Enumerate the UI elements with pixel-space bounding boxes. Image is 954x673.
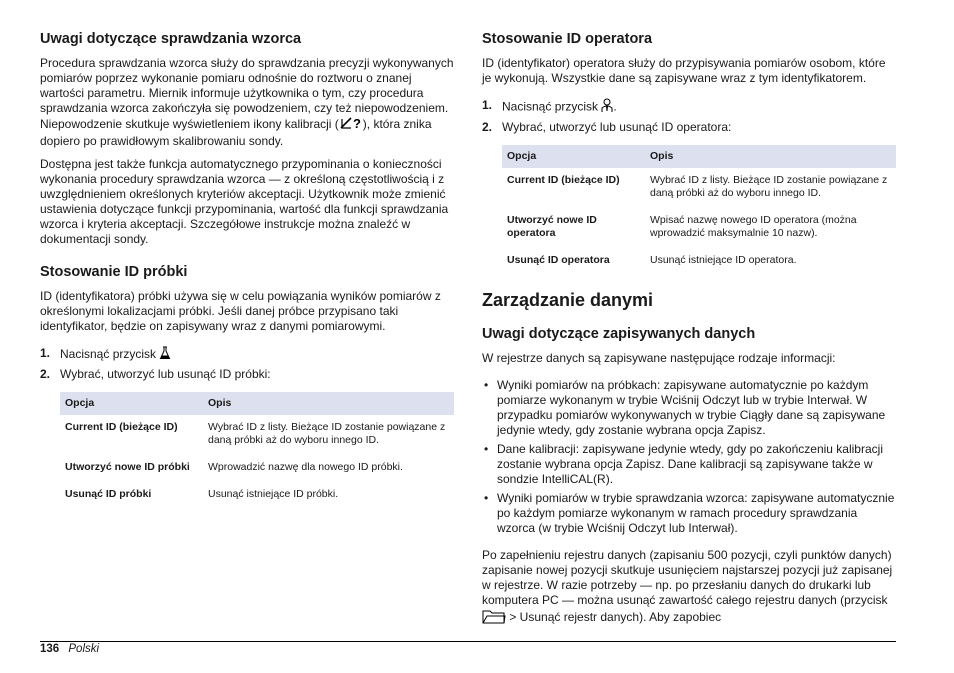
stored-data-list: [482, 378, 896, 536]
heading-standard-check: Uwagi dotyczące sprawdzania wzorca: [40, 31, 302, 47]
operator-id-steps: [482, 98, 896, 135]
table-cell-description: Wybrać ID z listy. Bieżące ID zostanie powiązane z daną próbki aż do wyboru innego ID.: [650, 174, 888, 199]
table-header-description: Opis: [645, 145, 896, 168]
paragraph-standard-check-1-b: ), która znika dopiero po prawidłowym skalibrowaniu sondy.: [40, 117, 432, 148]
table-cell-option: Current ID (bieżące ID): [65, 421, 178, 433]
right-column: [482, 30, 896, 636]
table-cell-option: Utworzyć nowe ID operatora: [507, 214, 597, 239]
operator-id-step-1: 1. Nacisnąć przycisk .: [482, 98, 896, 117]
sample-id-steps: [40, 346, 454, 382]
page-number: 136: [40, 643, 60, 655]
table-cell-description: Wybrać ID z listy. Bieżące ID zostanie powiązane z daną próbki aż do wyboru innego ID.: [208, 421, 446, 446]
heading-operator-id: Stosowanie ID operatora: [482, 31, 653, 47]
table-header-row: [502, 145, 896, 168]
calibration-warning-icon: [339, 116, 363, 134]
svg-text:?: ?: [352, 116, 361, 130]
footer-language: Polski: [68, 643, 100, 655]
table-row: [502, 208, 896, 248]
paragraph-standard-check-1: [40, 56, 454, 149]
table-row: [502, 248, 896, 275]
operator-id-options-table: [502, 145, 896, 275]
heading-data-management: Zarządzanie danymi: [482, 290, 654, 310]
table-cell-description: Wpisać nazwę nowego ID operatora (można wprowadzić maksymalnie 10 nazw).: [650, 214, 857, 239]
paragraph-operator-id: ID (identyfikator) operatora służy do przypisywania pomiarów osobom, które je wykonują. Wszystkie dane są zapisywane wraz z tym identyfikatorem.: [482, 56, 886, 85]
table-cell-option: Utworzyć nowe ID próbki: [65, 461, 190, 473]
table-header-option: Opcja: [502, 145, 645, 168]
table-row: [60, 455, 454, 482]
page-footer: [40, 643, 99, 655]
table-cell-description: Usunąć istniejące ID operatora.: [650, 254, 797, 266]
sample-flask-icon: [159, 346, 171, 364]
list-item: • Wyniki pomiarów w trybie sprawdzania wzorca: zapisywane automatycznie po każdym pomiarze wykonanym w ramach procedury sprawdzania wzorca (w trybie Wciśnij Odczyt lub Interwał).: [482, 491, 896, 536]
operator-icon: [601, 98, 613, 117]
table-cell-description: Wprowadzić nazwę dla nowego ID próbki.: [208, 461, 403, 473]
paragraph-standard-check-1-a: Procedura sprawdzania wzorca służy do sprawdzania precyzji wykonywanych pomiarów poprzez wykonanie pomiaru odnośnie do roztworu o znanej wartości parametru. Miernik informuje użytkownika o tym, czy procedura sprawdzania wzorca zakończyła się powodzeniem, czy też niepowodzeniem. Niepowodzenie skutkuje wyświetleniem ikony kalibracji (: [40, 56, 454, 132]
table-cell-option: Usunąć ID operatora: [507, 254, 610, 266]
table-header-row: [60, 392, 454, 415]
table-header-option: Opcja: [60, 392, 203, 415]
list-item: • Wyniki pomiarów na próbkach: zapisywane automatycznie po każdym pomiarze wykonanym w trybie Wciśnij Odczyt lub w trybie Interwał. W przypadku pomiarów wykonywanych w trybie Ciągły dane są zapisywane jedynie wtedy, gdy zostanie wybrana opcja Zapisz.: [482, 378, 896, 438]
table-header-description: Opis: [203, 392, 454, 415]
paragraph-stored-data-intro: W rejestrze danych są zapisywane następujące rodzaje informacji:: [482, 351, 836, 365]
table-cell-option: Usunąć ID próbki: [65, 488, 152, 500]
table-row: [60, 415, 454, 455]
paragraph-stored-data-full: Po zapełnieniu rejestru danych (zapisaniu 500 pozycji, czyli punktów danych) zapisanie nowej pozycji skutkuje usunięciem najstarszej pozycji już zapisanej w rejestrze. W razie potrzeby — np. po przesłaniu danych do drukarki lub komputera PC — można usunąć zawartość całego rejestru danych (przycisk > Usunąć rejestr danych). Aby zapobiec: [482, 548, 896, 628]
sample-id-options-table: [60, 392, 454, 509]
heading-sample-id: Stosowanie ID próbki: [40, 264, 188, 280]
table-cell-option: Current ID (bieżące ID): [507, 174, 620, 186]
table-row: [60, 482, 454, 509]
left-column: [40, 30, 454, 523]
table-row: [502, 168, 896, 208]
paragraph-standard-check-2: Dostępna jest także funkcja automatycznego przypominania o konieczności wykonania procedury sprawdzania wzorca — z określoną częstotliwością i z uwzględnieniem określonych kryteriów akceptacji. Użytkownik może zmienić ustawienia dotyczące funkcji przypominania, wartość dla funkcji sprawdzania wzorca i kryteria akceptacji. Szczegółowe instrukcje można znaleźć w dokumentacji sondy.: [40, 157, 449, 246]
folder-icon: [482, 608, 506, 628]
heading-stored-data: Uwagi dotyczące zapisywanych danych: [482, 326, 756, 342]
sample-id-step-2: 2. Wybrać, utworzyć lub usunąć ID próbki:: [40, 367, 271, 381]
footer-divider: [40, 641, 896, 642]
operator-id-step-2: 2. Wybrać, utworzyć lub usunąć ID operatora:: [482, 120, 732, 134]
paragraph-sample-id: ID (identyfikatora) próbki używa się w celu powiązania wyników pomiarów z określonymi lokalizacjami próbki. Jeśli danej próbce przypisano taki identyfikator, będzie on zapisywany wraz z danymi pomiarowymi.: [40, 289, 441, 333]
sample-id-step-1: 1. Nacisnąć przycisk: [40, 346, 454, 364]
table-cell-description: Usunąć istniejące ID próbki.: [208, 488, 339, 500]
list-item: • Dane kalibracji: zapisywane jedynie wtedy, gdy po zakończeniu kalibracji zostanie wybrana opcja Zapisz. Dane kalibracji są zapisywane także w sondzie IntelliCAL(R).: [482, 442, 896, 487]
